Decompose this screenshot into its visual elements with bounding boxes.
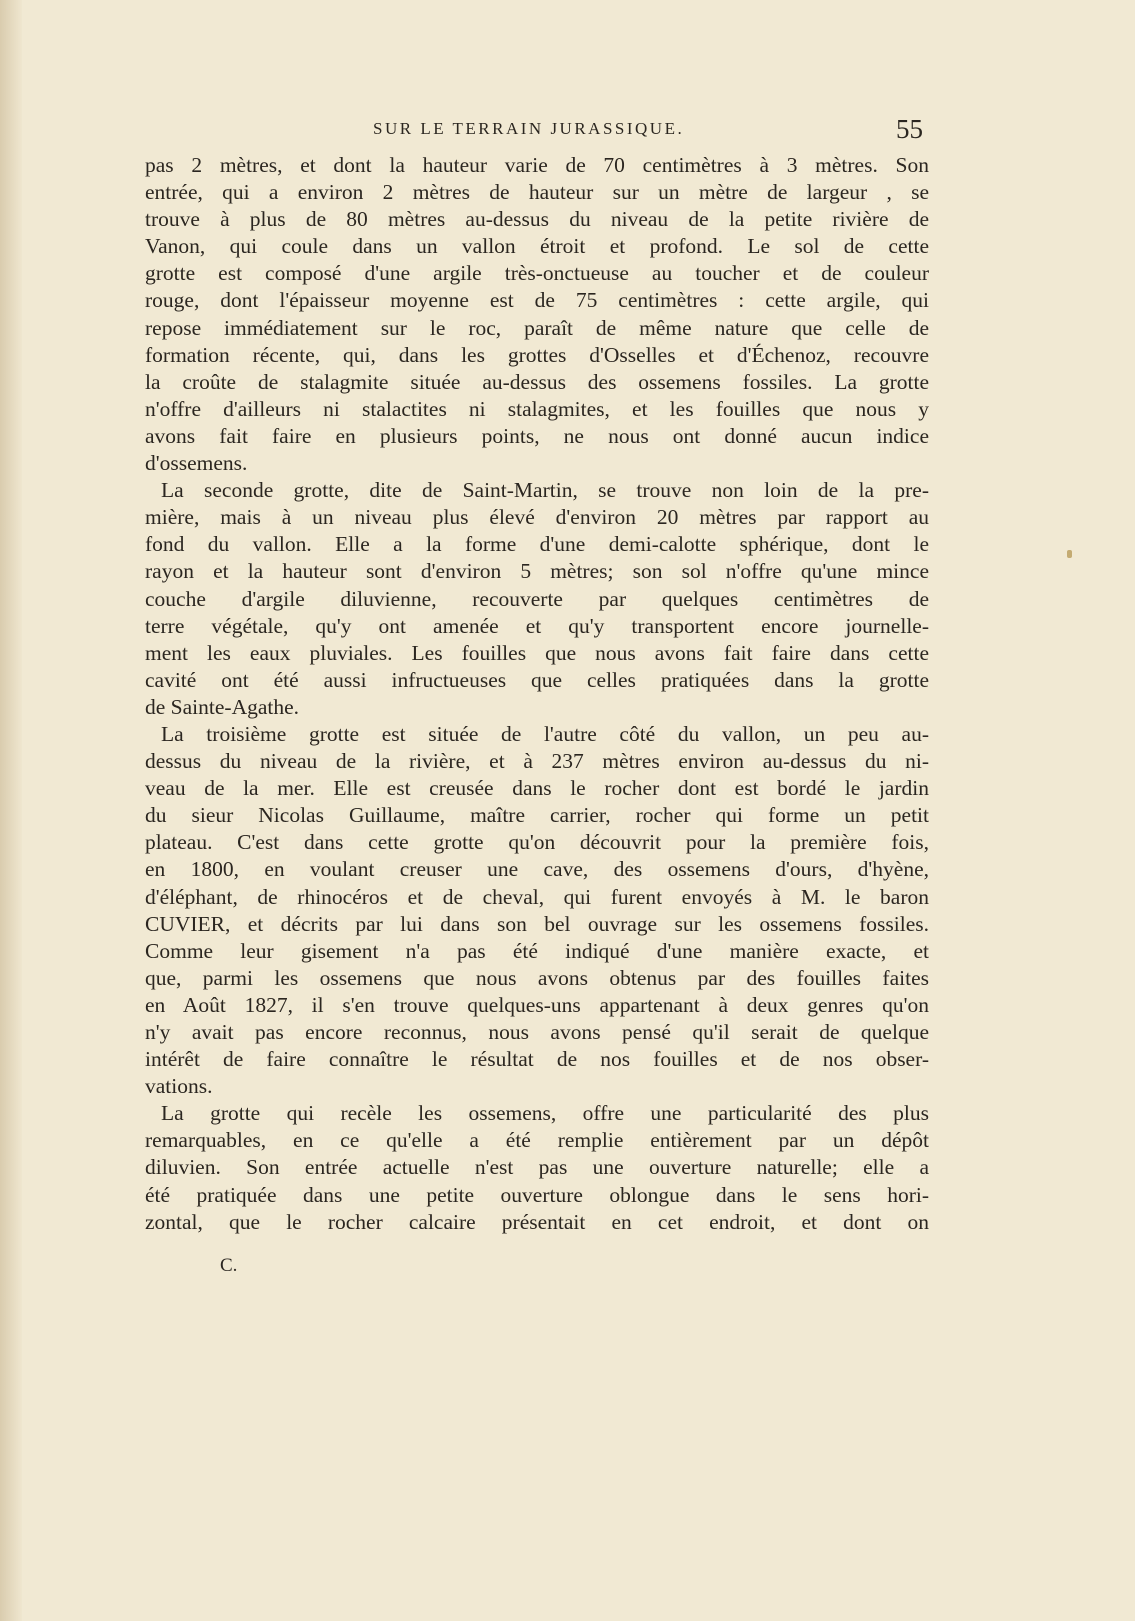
text-line: dessus du niveau de la rivière, et à 237 mètres environ au-dessus du ni- [145,749,929,774]
text-line: du sieur Nicolas Guillaume, maître carrier, rocher qui forme un petit [145,803,929,828]
running-title: SUR LE TERRAIN JURASSIQUE. [373,119,685,138]
text-line: diluvien. Son entrée actuelle n'est pas une ouverture naturelle; elle a [145,1155,929,1180]
text-line: été pratiquée dans une petite ouverture oblongue dans le sens hori- [145,1182,929,1207]
text-line: La grotte qui recèle les ossemens, offre une particularité des plus [161,1101,929,1126]
margin-mark [1067,550,1072,558]
text-line: veau de la mer. Elle est creusée dans le rocher dont est bordé le jardin [145,776,929,801]
text-line: couche d'argile diluvienne, recouverte par quelques centimètres de [145,586,929,611]
text-line: de Sainte-Agathe. [145,694,300,719]
text-line: rayon et la hauteur sont d'environ 5 mètres; son sol n'offre qu'une mince [145,559,929,584]
text-line: CUVIER, et décrits par lui dans son bel ouvrage sur les ossemens fossiles. [145,911,929,936]
page-gutter [0,0,22,1621]
text-line: terre végétale, qu'y ont amenée et qu'y transportent encore journelle- [145,613,929,638]
text-line: zontal, que le rocher calcaire présentait en cet endroit, et dont on [145,1209,929,1234]
body-text [145,152,929,1236]
text-line: remarquables, en ce qu'elle a été remplie entièrement par un dépôt [145,1128,929,1153]
text-line: trouve à plus de 80 mètres au-dessus du niveau de la petite rivière de [145,207,929,232]
text-line: en 1800, en voulant creuser une cave, des ossemens d'ours, d'hyène, [145,857,929,882]
text-line: mière, mais à un niveau plus élevé d'environ 20 mètres par rapport au [145,505,929,530]
text-line: Comme leur gisement n'a pas été indiqué d'une manière exacte, et [145,938,929,963]
text-line: formation récente, qui, dans les grottes d'Osselles et d'Échenoz, recouvre [145,342,929,367]
text-line: d'ossemens. [145,451,248,476]
text-line: vations. [145,1074,213,1099]
page-number: 55 [896,114,923,144]
text-line: n'offre d'ailleurs ni stalactites ni stalagmites, et les fouilles que nous y [145,396,929,421]
text-line: que, parmi les ossemens que nous avons obtenus par des fouilles faites [145,965,929,990]
text-line: repose immédiatement sur le roc, paraît de même nature que celle de [145,315,929,340]
text-line: avons fait faire en plusieurs points, ne nous ont donné aucun indice [145,423,929,448]
text-line: ment les eaux pluviales. Les fouilles que nous avons fait faire dans cette [145,640,929,665]
text-line: en Août 1827, il s'en trouve quelques-uns appartenant à deux genres qu'on [145,992,929,1017]
text-line: entrée, qui a environ 2 mètres de hauteur sur un mètre de largeur , se [145,180,929,205]
text-line: Vanon, qui coule dans un vallon étroit et profond. Le sol de cette [145,234,929,259]
text-line: grotte est composé d'une argile très-onctueuse au toucher et de couleur [145,261,929,286]
text-line: d'éléphant, de rhinocéros et de cheval, qui furent envoyés à M. le baron [145,884,929,909]
text-line: pas 2 mètres, et dont la hauteur varie de 70 centimètres à 3 mètres. Son [145,153,929,177]
text-line: la croûte de stalagmite située au-dessus des ossemens fossiles. La grotte [145,369,929,394]
text-line: fond du vallon. Elle a la forme d'une demi-calotte sphérique, dont le [145,532,929,557]
text-line: rouge, dont l'épaisseur moyenne est de 75 centimètres : cette argile, qui [145,288,929,313]
signature-mark: C. [220,1255,238,1276]
text-line: La seconde grotte, dite de Saint-Martin, se trouve non loin de la pre- [161,478,929,503]
text-line: cavité ont été aussi infructueuses que celles pratiquées dans la grotte [145,667,929,692]
text-line: La troisième grotte est située de l'autre côté du vallon, un peu au- [161,721,929,746]
text-line: n'y avait pas encore reconnus, nous avons pensé qu'il serait de quelque [145,1020,929,1044]
text-line: intérêt de faire connaître le résultat de nos fouilles et de nos obser- [145,1047,929,1072]
text-line: plateau. C'est dans cette grotte qu'on découvrit pour la première fois, [145,830,929,855]
